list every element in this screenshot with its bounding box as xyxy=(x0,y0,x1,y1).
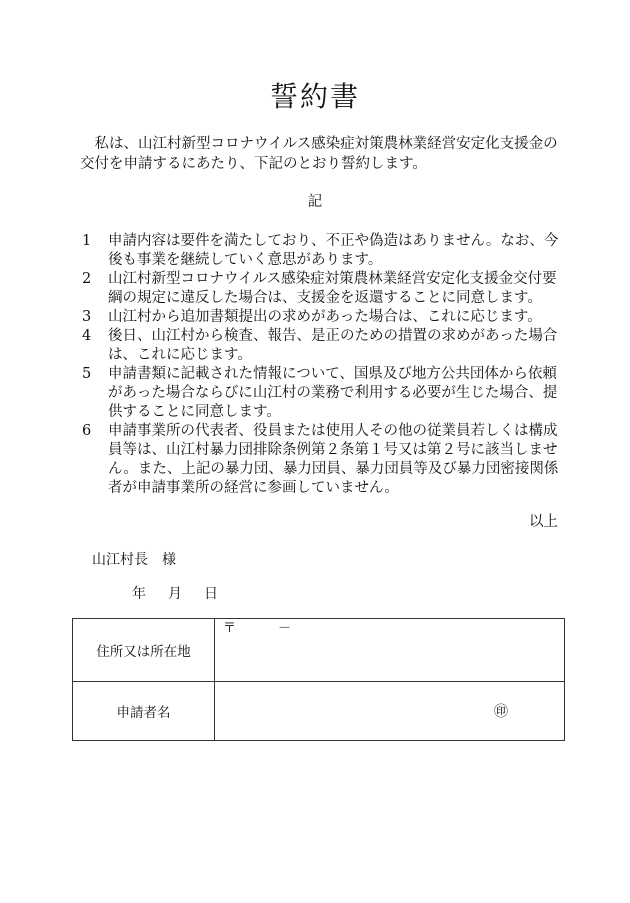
pledge-item xyxy=(80,327,560,365)
pledge-text: 山江村新型コロナウイルス感染症対策農林業経営安定化支援金交付要綱の規定に違反した場合は、支援金を返還することに同意します。 xyxy=(108,271,557,306)
postal-dash: － xyxy=(278,621,292,636)
document-title: 誓約書 xyxy=(269,80,360,113)
pledge-item xyxy=(80,232,560,270)
seal-mark: ㊞ xyxy=(494,704,508,720)
date-day-label: 日 xyxy=(204,586,218,602)
pledge-number: 2 xyxy=(82,271,92,287)
applicant-name-label: 申請者名 xyxy=(73,682,215,741)
pledge-text: 山江村から追加書類提出の求めがあった場合は、これに応じます。 xyxy=(108,309,542,325)
pledge-number: 5 xyxy=(82,366,92,382)
pledge-item xyxy=(80,365,560,422)
date-month-label: 月 xyxy=(168,586,182,602)
postal-mark: 〒 xyxy=(223,621,237,636)
pledge-number: 3 xyxy=(82,309,92,325)
address-field[interactable] xyxy=(215,619,565,682)
pledge-item xyxy=(80,270,560,308)
postal-code-line xyxy=(223,621,291,637)
applicant-row xyxy=(73,682,565,741)
date-line xyxy=(132,584,218,604)
addressee-name: 山江村長 xyxy=(92,552,148,568)
address-label: 住所又は所在地 xyxy=(73,619,215,682)
ki-heading: 記 xyxy=(307,194,323,210)
pledge-number: 6 xyxy=(82,423,92,439)
pledge-text: 申請書類に記載された情報について、国県及び地方公共団体から依頼があった場合ならびに山江村の業務で利用する必要が生じた場合、提供することに同意します。 xyxy=(108,366,558,420)
pledge-number: 4 xyxy=(82,328,92,344)
applicant-info-table xyxy=(72,618,565,741)
date-year-label: 年 xyxy=(132,586,146,602)
addressee xyxy=(92,550,176,570)
pledge-item xyxy=(80,308,560,327)
pledge-text: 申請事業所の代表者、役員または使用人その他の従業員若しくは構成員等は、山江村暴力団排除条例第２条第１号又は第２号に該当しません。また、上記の暴力団、暴力団員、暴力団員等及び暴力団密接関係者が申請事業所の経営に参画していません。 xyxy=(108,423,559,496)
pledge-number: 1 xyxy=(82,233,92,249)
applicant-name-field[interactable] xyxy=(215,682,565,741)
pledge-text: 申請内容は要件を満たしており、不正や偽造はありません。なお、今後も事業を継続していく意思があります。 xyxy=(108,233,559,268)
intro-paragraph: 私は、山江村新型コロナウイルス感染症対策農林業経営安定化支援金の交付を申請するにあたり、下記のとおり誓約します。 xyxy=(80,136,558,172)
pledge-item xyxy=(80,422,560,498)
addressee-honorific: 様 xyxy=(162,552,176,568)
address-row xyxy=(73,619,565,682)
closing-ijo: 以上 xyxy=(529,514,558,530)
pledge-text: 後日、山江村から検査、報告、是正のための措置の求めがあった場合は、これに応じます。 xyxy=(108,328,558,363)
pledge-list xyxy=(80,232,560,498)
